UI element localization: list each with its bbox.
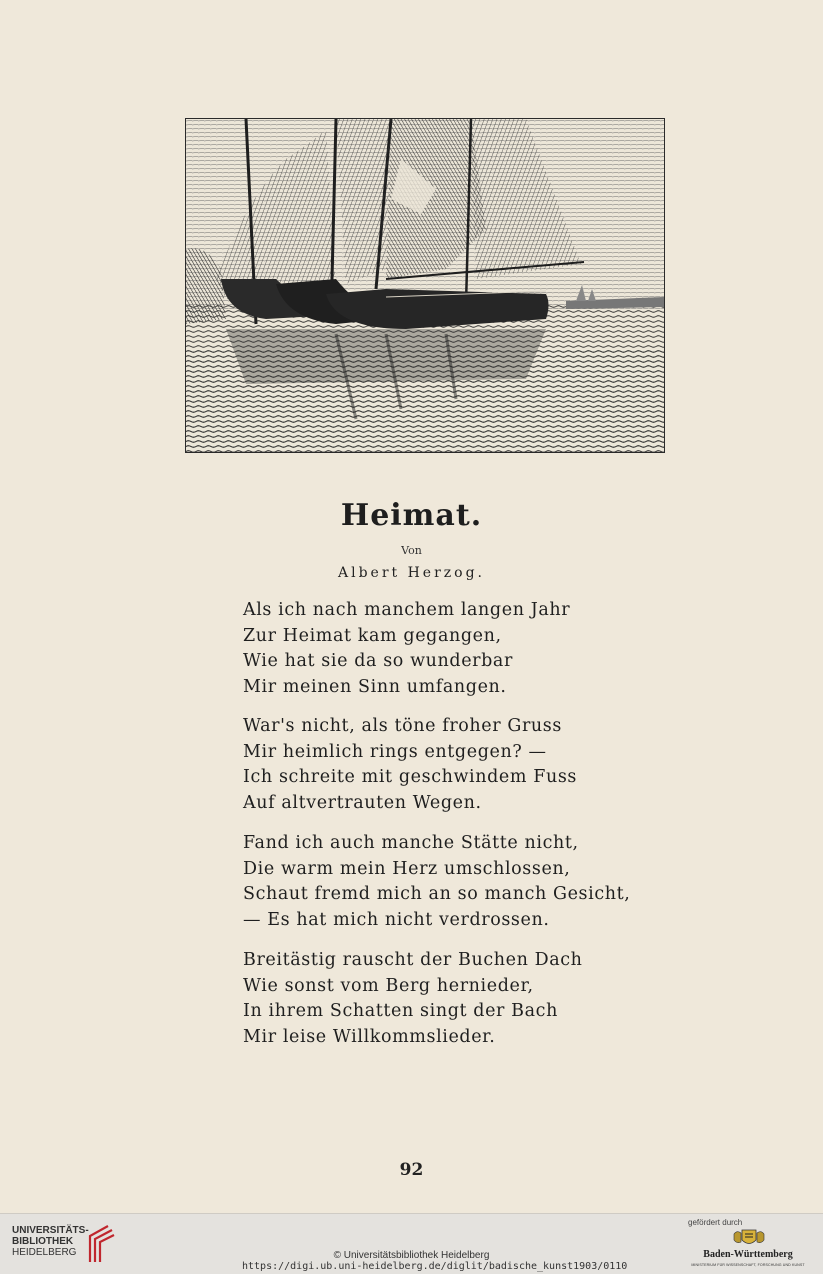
poem-line: Die warm mein Herz umschlossen, (243, 858, 571, 879)
poem-line: Mir meinen Sinn umfangen. (243, 676, 507, 697)
stanza-4 (243, 948, 583, 1050)
copyright-notice: © Universitätsbibliothek Heidelberg (333, 1250, 490, 1261)
library-name-line: HEIDELBERG (12, 1247, 77, 1258)
stanza-2 (243, 714, 577, 816)
poem-line: War's nicht, als töne froher Gruss (243, 716, 562, 736)
stanza-3 (243, 831, 630, 933)
poem-line: — Es hat mich nicht verdrossen. (243, 909, 550, 930)
poem-line: Zur Heimat kam gegangen, (243, 625, 502, 646)
sailboat-illustration (185, 118, 665, 453)
library-name-line: BIBLIOTHEK (12, 1236, 74, 1247)
poem-line: Fand ich auch manche Stätte nicht, (243, 833, 579, 853)
poem-line: Ich schreite mit geschwindem Fuss (243, 767, 578, 787)
poem-title: Heimat. (340, 498, 483, 533)
library-name-line: UNIVERSITÄTS- (12, 1225, 89, 1236)
poem-line: Breitästig rauscht der Buchen Dach (243, 950, 583, 970)
page-number: 92 (399, 1160, 424, 1180)
poem-line: Mir heimlich rings entgegen? — (243, 741, 547, 762)
permalink-url[interactable]: https://digi.ub.uni-heidelberg.de/diglit/badische_kunst1903/0110 (242, 1261, 628, 1272)
poem-line: In ihrem Schatten singt der Bach (243, 1001, 558, 1021)
byline-von: Von (401, 544, 422, 557)
poem-line: Schaut fremd mich an so manch Gesicht, (243, 884, 631, 904)
poem-line: Wie hat sie da so wunderbar (243, 651, 513, 671)
stanza-1 (243, 598, 570, 700)
funded-by-label: gefördert durch (688, 1218, 743, 1227)
poem-line: Als ich nach manchem langen Jahr (243, 600, 571, 620)
poem-author: Albert Herzog. (337, 565, 485, 581)
coat-of-arms-icon (732, 1228, 766, 1248)
viewer-footer (0, 1213, 823, 1274)
poem-line: Mir leise Willkommslieder. (243, 1026, 496, 1047)
sponsor-ministry: MINISTERIUM FÜR WISSENSCHAFT, FORSCHUNG UND KUNST (691, 1263, 805, 1267)
poem-line: Auf altvertrauten Wegen. (243, 792, 482, 813)
poem-line: Wie sonst vom Berg hernieder, (243, 975, 534, 996)
sponsor-name: Baden-Württemberg (703, 1249, 793, 1260)
